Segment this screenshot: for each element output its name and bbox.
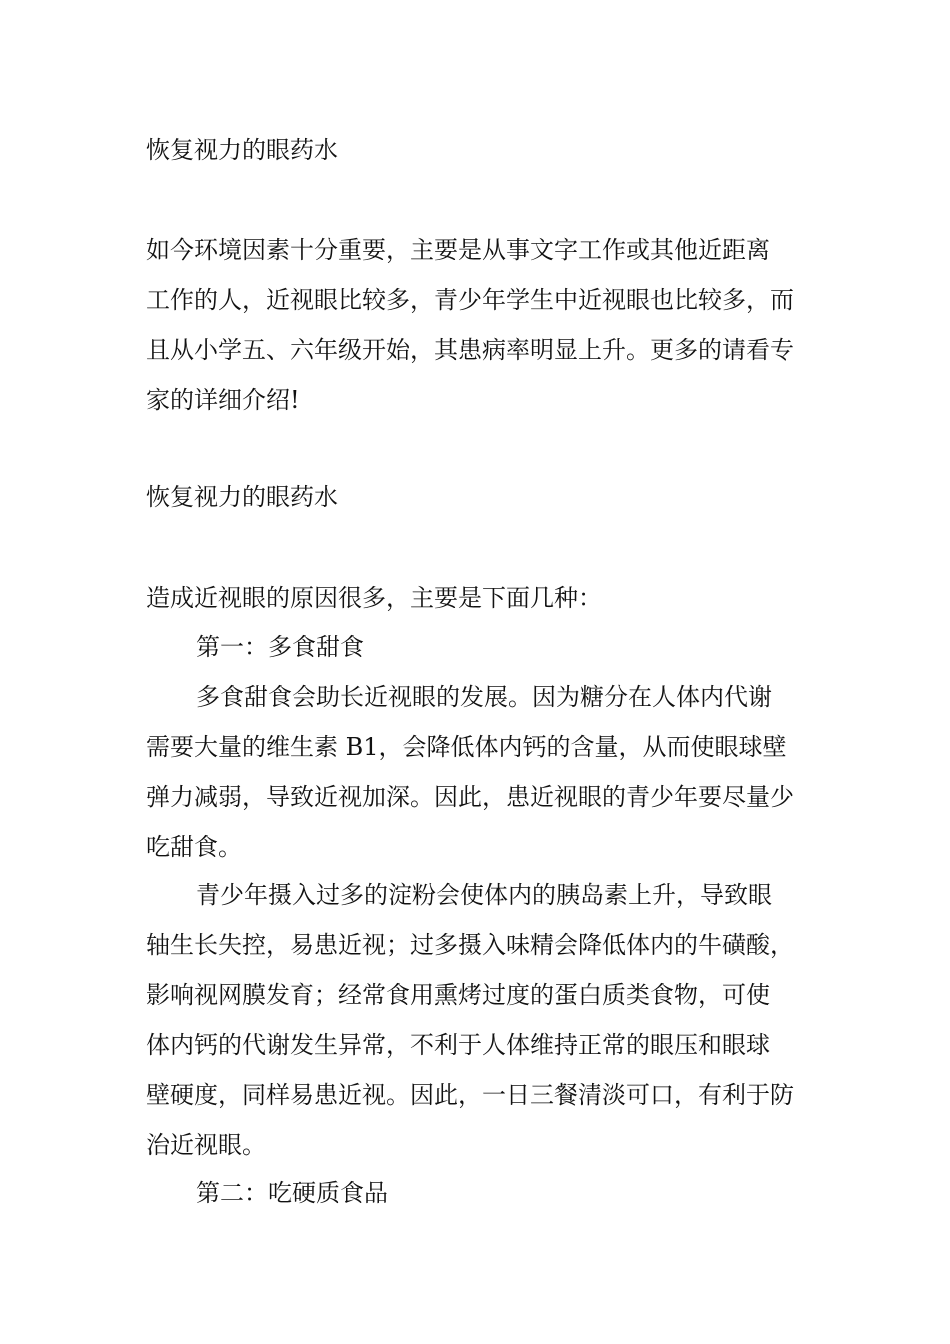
paragraph-line: 吃甜食。 — [146, 833, 242, 861]
intro-line: 家的详细介绍! — [146, 386, 300, 414]
paragraph-diet — [146, 870, 810, 1170]
paragraph-line: 轴生长失控，易患近视；过多摄入味精会降低体内的牛磺酸， — [146, 931, 794, 959]
causes-heading: 造成近视眼的原因很多，主要是下面几种： — [146, 584, 602, 612]
paragraph-line: 弹力减弱，导致近视加深。因此，患近视眼的青少年要尽量少 — [146, 783, 794, 811]
intro-line: 且从小学五、六年级开始，其患病率明显上升。更多的请看专 — [146, 336, 794, 364]
section-2-heading: 第二：吃硬质食品 — [196, 1179, 388, 1207]
paragraph-sweets — [146, 672, 810, 872]
paragraph-line: 体内钙的代谢发生异常，不利于人体维持正常的眼压和眼球 — [146, 1031, 770, 1059]
paragraph-line: 需要大量的维生素 B1，会降低体内钙的含量，从而使眼球壁 — [146, 733, 787, 761]
intro-paragraph — [146, 225, 810, 425]
section-1-heading: 第一：多食甜食 — [196, 633, 364, 661]
intro-line: 工作的人，近视眼比较多，青少年学生中近视眼也比较多，而 — [146, 286, 794, 314]
paragraph-line: 治近视眼。 — [146, 1131, 266, 1159]
paragraph-line: 壁硬度，同样易患近视。因此，一日三餐清淡可口，有利于防 — [146, 1081, 794, 1109]
intro-line: 如今环境因素十分重要，主要是从事文字工作或其他近距离 — [146, 236, 770, 264]
section-title: 恢复视力的眼药水 — [146, 483, 338, 511]
paragraph-line: 青少年摄入过多的淀粉会使体内的胰岛素上升，导致眼 — [196, 881, 772, 909]
document-title: 恢复视力的眼药水 — [146, 136, 338, 164]
paragraph-line: 多食甜食会助长近视眼的发展。因为糖分在人体内代谢 — [196, 683, 772, 711]
paragraph-line: 影响视网膜发育；经常食用熏烤过度的蛋白质类食物，可使 — [146, 981, 770, 1009]
